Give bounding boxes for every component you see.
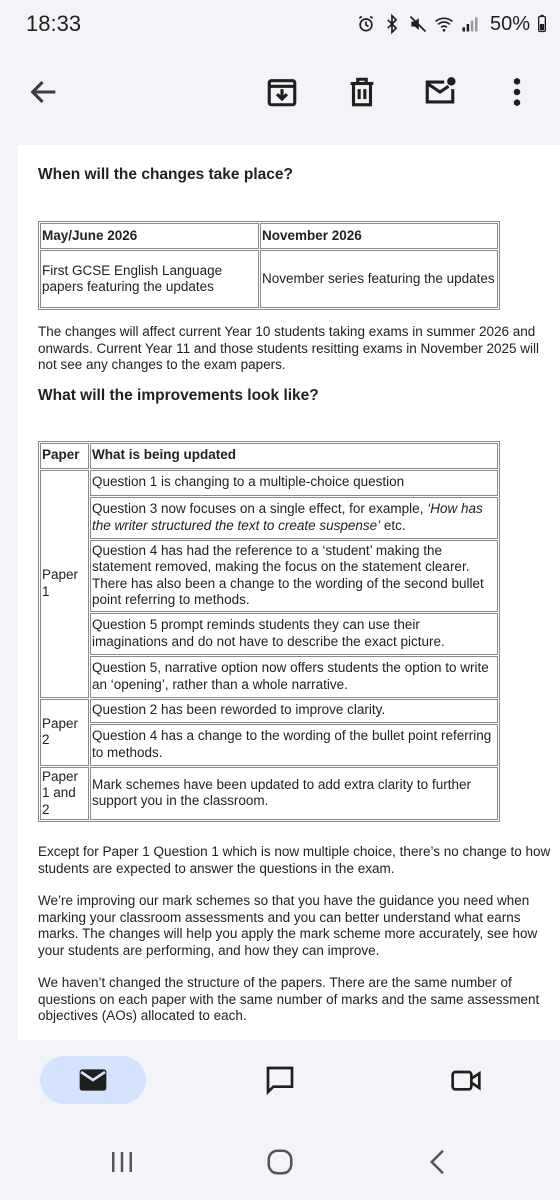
paragraph-except: Except for Paper 1 Question 1 which is now multiple choice, there’s no change to how students are expected to answer the questions in the exam. (38, 844, 551, 876)
back-arrow-icon (27, 75, 61, 109)
update-item-text: Question 3 now focuses on a single effect, for example, (92, 501, 428, 516)
back-button[interactable] (20, 68, 68, 116)
update-item: Mark schemes have been updated to add extra clarity to further support you in the classroom. (90, 767, 498, 821)
update-item-tail: etc. (380, 517, 406, 533)
timeline-cell-1: First GCSE English Language papers featuring the updates (40, 250, 259, 308)
battery-level: 50% (489, 12, 530, 35)
update-item (90, 497, 498, 539)
status-time: 18:33 (26, 11, 82, 36)
section-heading-when: When will the changes take place? (38, 166, 293, 183)
recents-button[interactable] (102, 1142, 142, 1182)
section-heading-improvements: What will the improvements look like? (38, 386, 319, 404)
mail-icon (77, 1064, 109, 1096)
paper-cell: Paper 2 (40, 699, 89, 766)
more-vert-icon (500, 75, 534, 109)
update-item: Question 1 is changing to a multiple-choice question (90, 470, 498, 496)
paper-cell: Paper 1 and 2 (40, 767, 89, 821)
update-item: Question 2 has been reworded to improve clarity. (90, 699, 498, 723)
back-icon (423, 1147, 453, 1177)
update-item: Question 5 prompt reminds students they can use their imaginations and do not have to describe the exact picture. (90, 613, 498, 655)
battery-icon (536, 14, 548, 34)
update-item: Question 4 has a change to the wording of the bullet point referring to methods. (90, 724, 498, 766)
delete-button[interactable] (338, 68, 386, 116)
paragraph-affect: The changes will affect current Year 10 students taking exams in summer 2026 and onwards. Current Year 11 and those students resitting exams in November 2025 will not see any changes to the exam papers. (38, 324, 540, 372)
mark-unread-icon (423, 75, 457, 109)
recents-icon (107, 1147, 137, 1177)
updates-header-what: What is being updated (90, 443, 498, 469)
nav-mail[interactable] (40, 1056, 146, 1104)
chat-icon (264, 1064, 296, 1096)
email-body[interactable] (18, 145, 560, 1040)
wifi-icon (434, 14, 454, 34)
update-item-italic: ‘How has the writer structured the text to create suspense’ (92, 501, 483, 533)
nav-chat[interactable] (254, 1056, 306, 1104)
timeline-header-1: May/June 2026 (40, 223, 259, 249)
archive-icon (265, 75, 299, 109)
signal-icon (460, 14, 480, 34)
home-icon (265, 1147, 295, 1177)
paragraph-structure: We haven’t changed the structure of the papers. There are the same number of questions on each paper with the same number of marks and the same assessment objectives (AOs) allocated to each. (38, 975, 540, 1023)
home-button[interactable] (260, 1142, 300, 1182)
nav-meet[interactable] (440, 1056, 492, 1104)
mark-unread-button[interactable] (416, 68, 464, 116)
delete-icon (345, 75, 379, 109)
app-bar (0, 52, 560, 132)
paragraph-mark-schemes: We’re improving our mark schemes so that you have the guidance you need when marking your classroom assessments and you can better understand what earns marks. The changes will help you apply the mark scheme more accurately, see how your students are performing, and how they can improve. (38, 893, 538, 958)
bluetooth-icon (382, 14, 402, 34)
bottom-nav (0, 1040, 560, 1122)
system-back-button[interactable] (418, 1142, 458, 1182)
meet-icon (450, 1064, 482, 1096)
timeline-table (38, 221, 500, 310)
update-item: Question 4 has had the reference to a ‘student’ making the statement removed, making the focus on the statement clearer. There has also been a change to the wording of the second bullet point referring to methods. (90, 540, 498, 612)
status-icons (356, 10, 548, 38)
status-bar (0, 0, 560, 52)
timeline-header-2: November 2026 (260, 223, 498, 249)
alarm-icon (356, 14, 376, 34)
system-nav (0, 1122, 560, 1200)
more-options-button[interactable] (493, 68, 541, 116)
update-item: Question 5, narrative option now offers students the option to write an ‘opening’, rather than a whole narrative. (90, 656, 498, 698)
paper-cell: Paper 1 (40, 470, 89, 698)
mute-icon (408, 14, 428, 34)
updates-table (38, 441, 500, 823)
updates-header-paper: Paper (40, 443, 89, 469)
timeline-cell-2: November series featuring the updates (260, 250, 498, 308)
archive-button[interactable] (258, 68, 306, 116)
